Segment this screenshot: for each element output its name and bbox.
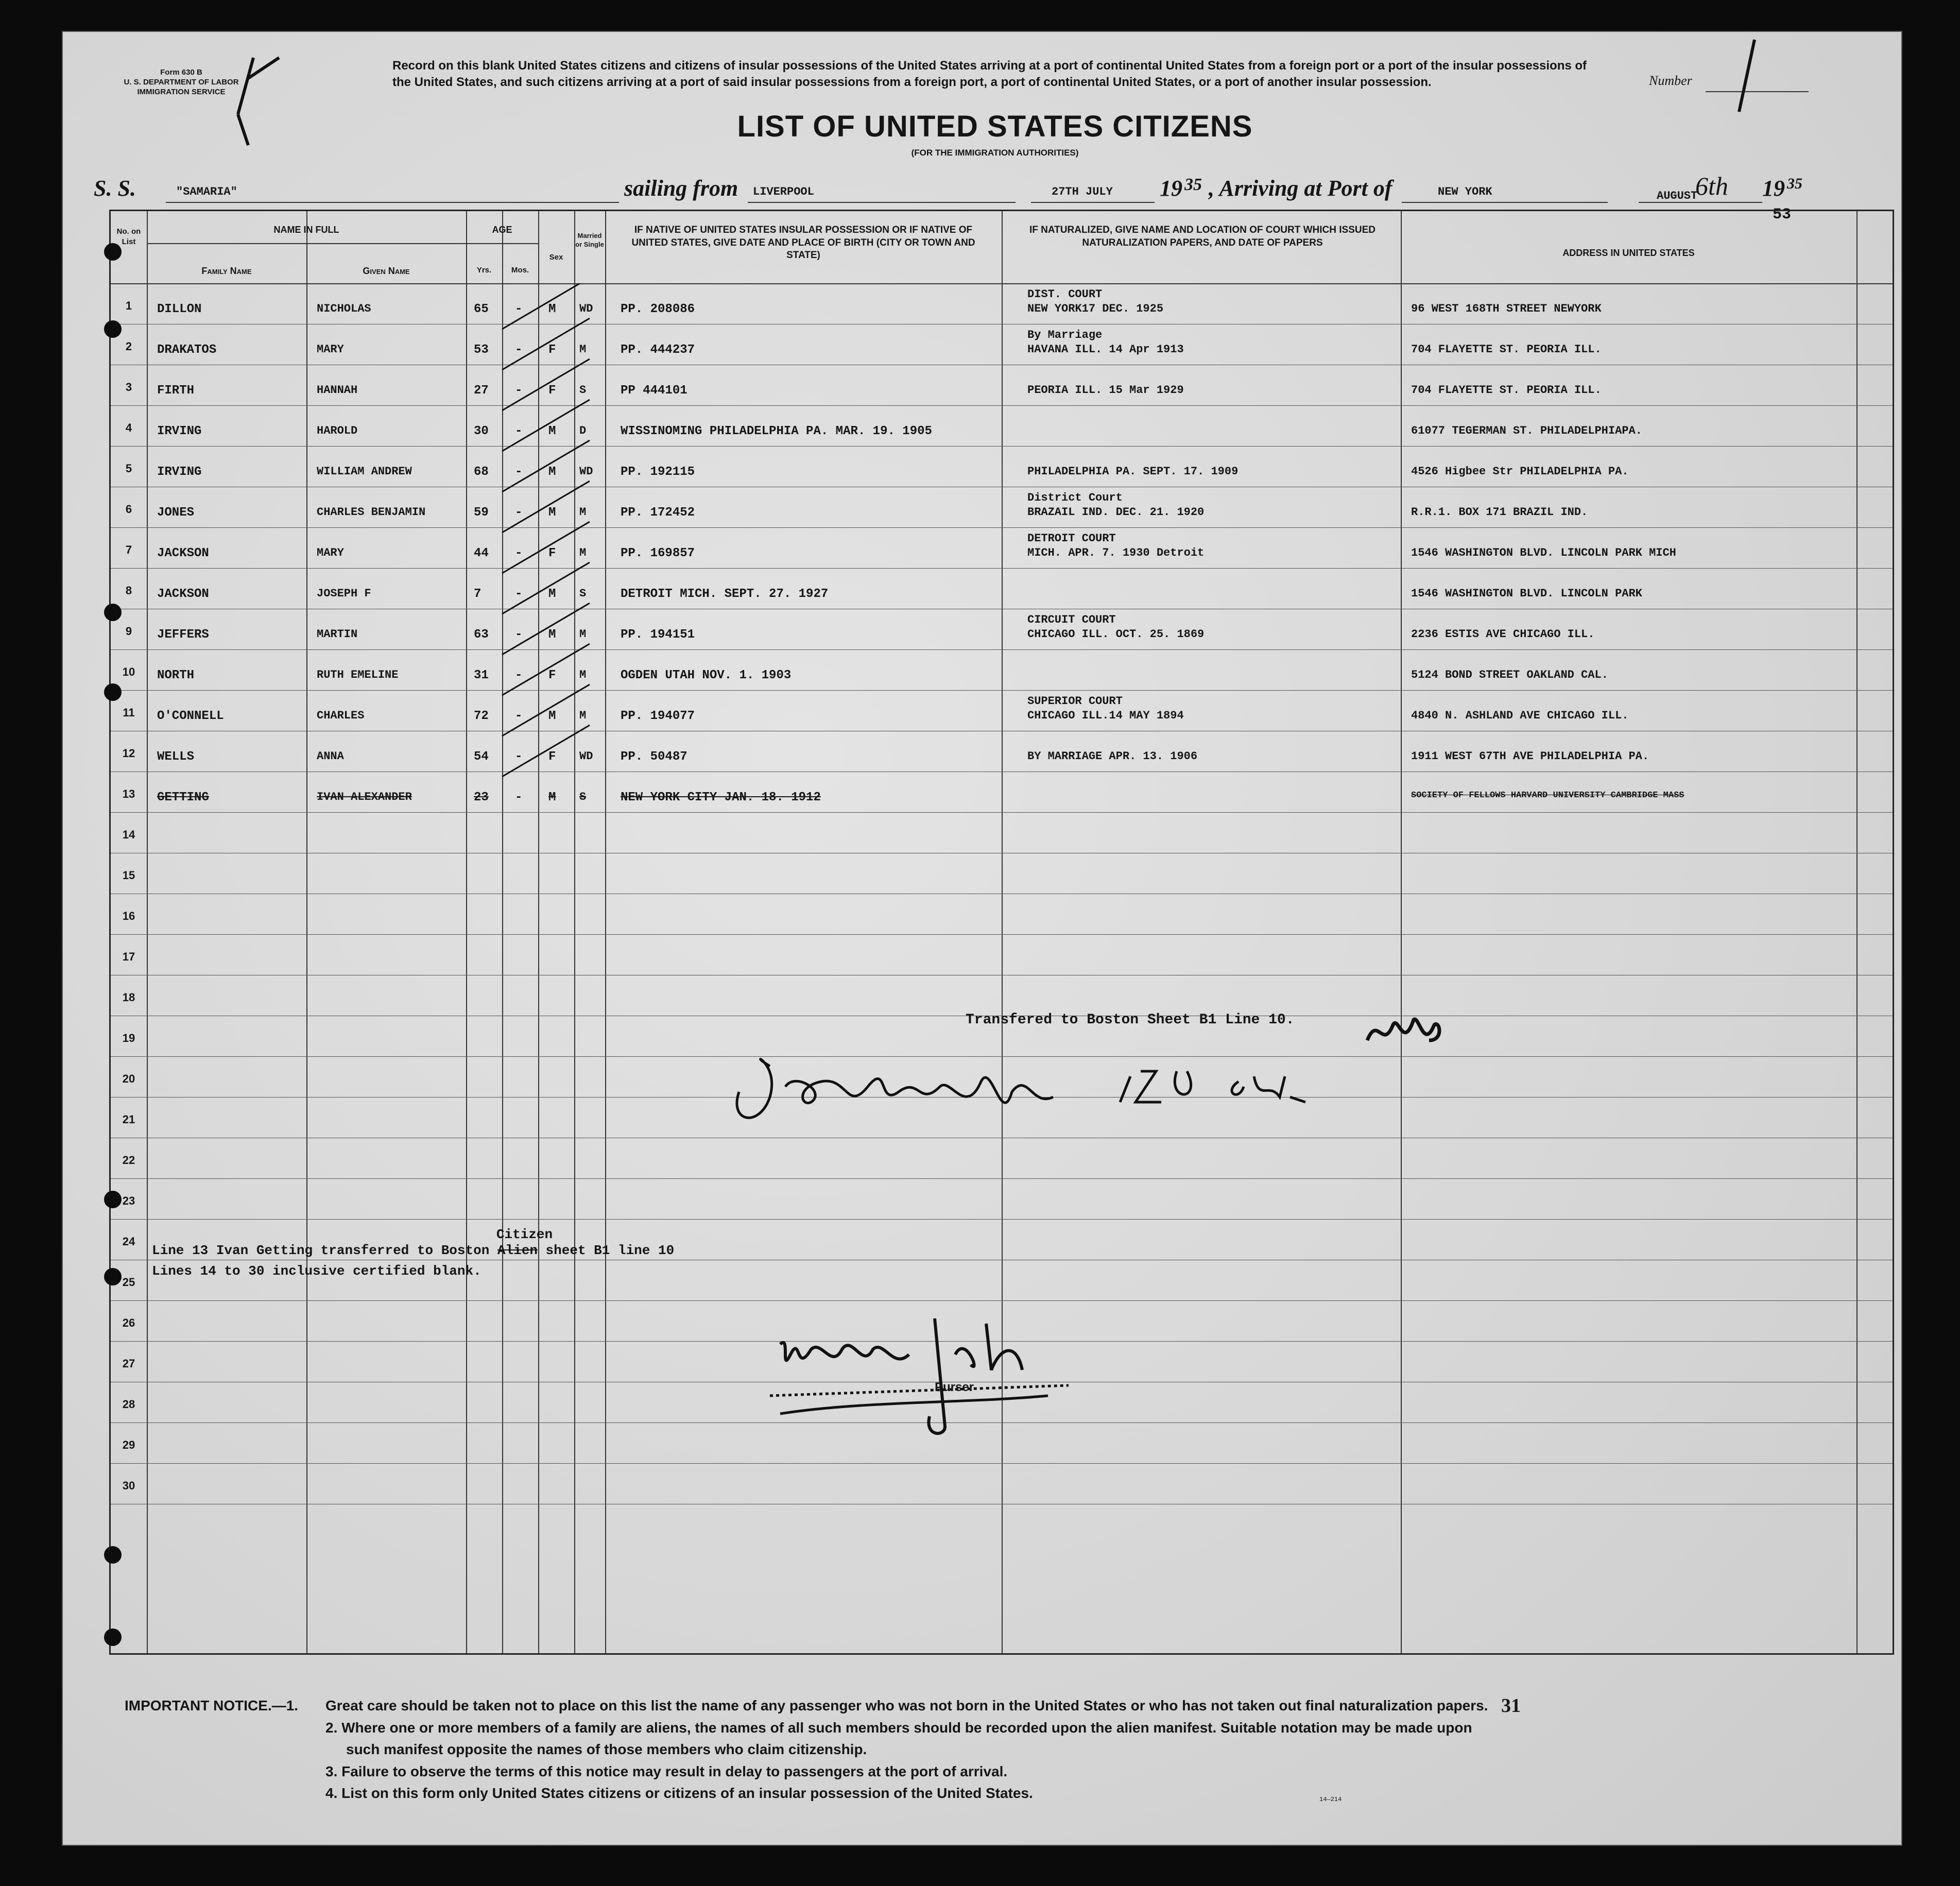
age-months-blank: - <box>515 424 523 438</box>
tally-mark <box>502 562 590 614</box>
family-name-cell: DRAKATOS <box>157 343 217 357</box>
address-cell: 4840 N. ASHLAND AVE CHICAGO ILL. <box>1411 709 1629 722</box>
age-years-cell: 68 <box>474 465 489 479</box>
birth-info-cell: PP. 194077 <box>621 709 695 723</box>
row-number: 30 <box>122 1479 135 1492</box>
sex-cell: F <box>548 343 556 357</box>
purser-label: Purser <box>935 1380 974 1394</box>
arrival-month: AUGUST <box>1657 190 1698 202</box>
col-divider <box>147 211 148 1653</box>
row-number: 10 <box>122 665 135 678</box>
purser-signature <box>760 1313 1079 1437</box>
age-years-cell: 53 <box>474 343 489 357</box>
given-name-cell: HANNAH <box>317 384 358 397</box>
family-name-cell: NORTH <box>157 668 195 682</box>
row-number: 27 <box>122 1357 135 1370</box>
tally-mark <box>502 725 590 777</box>
age-years-cell: 72 <box>474 709 489 723</box>
row-divider <box>111 1178 1893 1179</box>
sex-cell: M <box>548 587 556 601</box>
remark-text-end: sheet B1 line 10 <box>545 1243 675 1258</box>
row-divider <box>111 690 1893 691</box>
remark-line-1 <box>152 1227 675 1261</box>
row-number: 25 <box>122 1276 135 1289</box>
family-name-cell: WELLS <box>157 750 195 764</box>
given-name-cell: MARY <box>317 343 344 356</box>
age-years-cell: 65 <box>474 302 489 316</box>
row-divider <box>111 934 1893 935</box>
row-number: 17 <box>122 950 135 963</box>
age-months-blank: - <box>515 343 523 357</box>
given-name-cell: IVAN ALEXANDER <box>317 791 412 803</box>
age-years-cell: 23 <box>474 791 489 804</box>
naturalization-details-cell: NEW YORK17 DEC. 1925 <box>1027 302 1164 315</box>
naturalization-details-cell: BY MARRIAGE APR. 13. 1906 <box>1027 750 1198 763</box>
arrival-date-underline <box>1639 202 1762 203</box>
col-divider <box>1002 211 1003 1653</box>
record-instructions: Record on this blank United States citizens and citizens of insular possessions of the United States arriving at a port of continental United States from a foreign port or a port of the insular possessions of the United States, and such citizens arriving at a port of said insular possessions from a foreign port, a port of continental United States, or a port of another insular possession. <box>392 59 1587 89</box>
notice-item: Great care should be taken not to place on this list the name of any passenger who was not born in the United States or who has not taken out final naturalization papers. <box>325 1698 1488 1713</box>
given-name-cell: WILLIAM ANDREW <box>317 465 412 478</box>
number-label: Number <box>1649 73 1692 88</box>
family-name-cell: JONES <box>157 506 195 520</box>
punch-hole <box>104 604 122 621</box>
header-name-in-full: NAME IN FULL <box>273 225 339 235</box>
age-months-blank: - <box>515 506 523 520</box>
naturalization-court-cell: District Court <box>1027 491 1123 504</box>
age-months-blank: - <box>515 668 523 682</box>
row-number: 13 <box>122 787 135 800</box>
marital-status-cell: D <box>579 424 587 437</box>
sex-cell: F <box>548 750 556 764</box>
row-number: 24 <box>122 1235 135 1248</box>
ship-name: "SAMARIA" <box>176 185 237 198</box>
age-years-cell: 59 <box>474 506 489 520</box>
header-divider <box>147 243 466 244</box>
header-family-name: Family Name <box>201 266 252 276</box>
address-cell: R.R.1. BOX 171 BRAZIL IND. <box>1411 506 1588 519</box>
arrival-port: NEW YORK <box>1438 185 1492 198</box>
header-yrs: Yrs. <box>476 266 492 275</box>
marital-status-cell: M <box>579 628 587 641</box>
tally-mark <box>502 481 590 533</box>
birth-info-cell: PP. 172452 <box>621 506 695 520</box>
sex-cell: M <box>548 791 556 804</box>
from-port-underline <box>748 202 1016 203</box>
tally-mark <box>502 522 590 573</box>
sex-cell: M <box>548 302 556 316</box>
arrival-port-underline <box>1402 202 1608 203</box>
address-cell: SOCIETY OF FELLOWS HARVARD UNIVERSITY CAMBRIDGE MASS <box>1411 791 1684 800</box>
punch-hole <box>104 243 122 261</box>
row-number: 6 <box>125 503 132 516</box>
tally-mark <box>502 440 590 492</box>
row-number: 28 <box>122 1398 135 1411</box>
row-divider <box>111 568 1893 569</box>
family-name-cell: O'CONNELL <box>157 709 224 723</box>
col-divider <box>1856 211 1858 1653</box>
arrival-day: 6th <box>1695 172 1728 200</box>
birth-info-cell: DETROIT MICH. SEPT. 27. 1927 <box>621 587 829 601</box>
row-number: 15 <box>122 869 135 882</box>
row-divider <box>111 812 1893 813</box>
given-name-cell: CHARLES BENJAMIN <box>317 506 426 519</box>
marital-status-cell: WD <box>579 465 593 478</box>
row-number: 1 <box>125 299 132 312</box>
page-subtitle: (FOR THE IMMIGRATION AUTHORITIES) <box>911 148 1079 158</box>
age-years-cell: 27 <box>474 384 489 398</box>
tally-mark <box>502 359 590 410</box>
naturalization-details-cell: BRAZAIL IND. DEC. 21. 1920 <box>1027 506 1205 519</box>
sailing-label: sailing from <box>624 176 738 201</box>
sheet-code: 53 <box>1773 206 1792 224</box>
address-cell: 2236 ESTIS AVE CHICAGO ILL. <box>1411 628 1595 641</box>
marital-status-cell: WD <box>579 302 593 315</box>
service-name: IMMIGRATION SERVICE <box>137 87 226 96</box>
manifest-sheet <box>62 31 1902 1846</box>
sex-cell: F <box>548 384 556 398</box>
row-number: 11 <box>123 706 135 719</box>
age-months-blank: - <box>515 465 523 479</box>
notice-item: such manifest opposite the names of those members who claim citizenship. <box>346 1741 867 1758</box>
naturalization-court-cell: SUPERIOR COURT <box>1027 695 1123 708</box>
family-name-cell: FIRTH <box>157 384 195 398</box>
naturalization-court-cell: DIST. COURT <box>1027 288 1103 301</box>
row-number: 18 <box>122 991 135 1004</box>
row-number: 21 <box>122 1113 135 1126</box>
birth-info-cell: PP. 194151 <box>621 628 695 642</box>
remark-correction <box>496 1227 553 1258</box>
inspector-signature <box>724 1030 1367 1138</box>
department-name: U. S. DEPARTMENT OF LABOR <box>124 77 239 87</box>
notice-list <box>325 1695 1870 1805</box>
notice-item: 2. Where one or more members of a family are aliens, the names of all such members should be recorded upon the alien manifest. Suitable notation may be made upon <box>325 1719 1472 1736</box>
notice-item: 4. List on this form only United States citizens or citizens of an insular possession of the United States. <box>325 1785 1033 1802</box>
marital-status-cell: M <box>579 709 587 722</box>
header-age: AGE <box>492 225 512 235</box>
punch-hole <box>104 1268 122 1285</box>
alien-word: Alien <box>497 1243 538 1258</box>
row-number: 9 <box>125 625 132 638</box>
address-cell: 1546 WASHINGTON BLVD. LINCOLN PARK MICH <box>1411 546 1676 559</box>
given-name-cell: HAROLD <box>317 424 358 437</box>
naturalization-details-cell: CHICAGO ILL. OCT. 25. 1869 <box>1027 628 1205 641</box>
birth-info-cell: PP 444101 <box>621 384 687 398</box>
row-divider <box>111 446 1893 447</box>
row-number: 4 <box>125 421 132 434</box>
footer-code: 14—214 <box>1319 1796 1342 1803</box>
given-name-cell: NICHOLAS <box>317 302 371 315</box>
header-given-name: Given Name <box>363 266 410 276</box>
row-number: 5 <box>125 462 132 475</box>
sex-cell: M <box>548 465 556 479</box>
header-bottom-rule <box>111 283 1893 284</box>
given-name-cell: MARY <box>317 546 344 559</box>
marital-status-cell: M <box>579 668 587 681</box>
sex-cell: F <box>548 668 556 682</box>
given-name-cell: MARTIN <box>317 628 358 641</box>
given-name-cell: RUTH EMELINE <box>317 668 399 681</box>
row-number: 26 <box>122 1316 135 1329</box>
row-number: 14 <box>122 828 135 841</box>
marital-status-cell: S <box>579 791 587 803</box>
header-divider <box>466 243 538 244</box>
sail-date: 27TH JULY <box>1052 185 1113 198</box>
age-months-blank: - <box>515 791 523 804</box>
transfer-note: Transfered to Boston Sheet B1 Line 10. <box>966 1012 1295 1028</box>
given-name-cell: JOSEPH F <box>317 587 371 600</box>
col-divider <box>466 211 467 1653</box>
sex-cell: M <box>548 709 556 723</box>
birth-info-cell: PP. 50487 <box>621 750 687 764</box>
birth-info-cell: PP. 208086 <box>621 302 695 316</box>
naturalization-details-cell: CHICAGO ILL.14 MAY 1894 <box>1027 709 1184 722</box>
initials-mark <box>1362 1009 1450 1056</box>
age-years-cell: 30 <box>474 424 489 438</box>
age-months-blank: - <box>515 384 523 398</box>
row-divider <box>111 649 1893 650</box>
given-name-cell: ANNA <box>317 750 344 763</box>
punch-hole <box>104 683 122 701</box>
family-name-cell: JACKSON <box>157 587 209 601</box>
naturalization-court-cell: By Marriage <box>1027 329 1103 341</box>
naturalization-details-cell: HAVANA ILL. 14 Apr 1913 <box>1027 343 1184 356</box>
birth-info-cell: PP. 169857 <box>621 546 695 560</box>
header-address: ADDRESS IN UNITED STATES <box>1562 248 1695 258</box>
address-cell: 4526 Higbee Str PHILADELPHIA PA. <box>1411 465 1629 478</box>
col-divider <box>1401 211 1402 1653</box>
age-years-cell: 7 <box>474 587 482 601</box>
family-name-cell: JACKSON <box>157 546 209 560</box>
row-divider <box>111 527 1893 528</box>
remark-text: Line 13 Ivan Getting transferred to Boston <box>152 1243 490 1258</box>
row-number: 3 <box>125 381 132 393</box>
row-divider <box>111 1300 1893 1301</box>
sex-cell: M <box>548 506 556 520</box>
row-number: 8 <box>125 584 132 597</box>
arriving-label: , Arriving at Port of <box>1209 176 1392 201</box>
age-months-blank: - <box>515 709 523 723</box>
marital-status-cell: WD <box>579 750 593 763</box>
notice-heading: IMPORTANT NOTICE.—1. <box>125 1698 299 1713</box>
row-number: 29 <box>122 1438 135 1451</box>
row-number: 22 <box>122 1154 135 1167</box>
age-years-cell: 54 <box>474 750 489 764</box>
row-divider <box>111 1219 1893 1220</box>
tally-mark <box>502 644 590 695</box>
year-prefix: 19 <box>1160 176 1182 201</box>
tally-mark <box>502 283 590 329</box>
address-cell: 96 WEST 168TH STREET NEWYORK <box>1411 302 1602 315</box>
family-name-cell: DILLON <box>157 302 202 316</box>
row-divider <box>111 405 1893 406</box>
address-cell: 1546 WASHINGTON BLVD. LINCOLN PARK <box>1411 587 1642 600</box>
family-name-cell: GETTING <box>157 791 209 804</box>
address-cell: 704 FLAYETTE ST. PEORIA ILL. <box>1411 343 1602 356</box>
row-number: 23 <box>122 1194 135 1207</box>
tally-marks <box>471 283 832 901</box>
row-number: 12 <box>122 747 135 760</box>
given-name-cell: CHARLES <box>317 709 365 722</box>
sex-cell: M <box>548 424 556 438</box>
row-divider <box>111 771 1893 772</box>
header-mos: Mos. <box>511 266 529 275</box>
age-months-blank: - <box>515 302 523 316</box>
family-name-cell: IRVING <box>157 465 202 479</box>
header-no-on-list: No. on List <box>116 227 141 246</box>
naturalization-court-cell: CIRCUIT COURT <box>1027 613 1116 626</box>
tally-mark <box>502 318 590 370</box>
naturalization-details-cell: PEORIA ILL. 15 Mar 1929 <box>1027 384 1184 397</box>
row-number: 16 <box>122 910 135 922</box>
ship-underline <box>166 202 619 203</box>
tally-mark <box>502 400 590 451</box>
punch-hole <box>104 1628 122 1646</box>
row-number: 20 <box>122 1072 135 1085</box>
marital-status-cell: M <box>579 546 587 559</box>
form-number: Form 630 B <box>160 68 202 77</box>
age-years-cell: 44 <box>474 546 489 560</box>
arrival-year-prefix: 19 <box>1762 176 1785 201</box>
notice-item: 3. Failure to observe the terms of this notice may result in delay to passengers at the port of arrival. <box>325 1763 1008 1779</box>
address-cell: 1911 WEST 67TH AVE PHILADELPHIA PA. <box>1411 750 1649 763</box>
sail-date-underline <box>1031 202 1155 203</box>
tally-mark <box>502 603 590 655</box>
birth-info-cell: OGDEN UTAH NOV. 1. 1903 <box>621 668 792 682</box>
age-months-blank: - <box>515 587 523 601</box>
row-divider <box>111 1463 1893 1464</box>
row-number: 2 <box>125 340 132 353</box>
punch-hole <box>104 1191 122 1208</box>
tally-mark <box>502 684 590 736</box>
year-suffix: 35 <box>1184 175 1202 194</box>
naturalization-court-cell: DETROIT COURT <box>1027 532 1116 545</box>
age-years-cell: 31 <box>474 668 489 682</box>
naturalization-details-cell: PHILADELPHIA PA. SEPT. 17. 1909 <box>1027 465 1239 478</box>
age-months-blank: - <box>515 546 523 560</box>
sex-cell: F <box>548 546 556 560</box>
birth-info-cell: WISSINOMING PHILADELPHIA PA. MAR. 19. 1905 <box>621 424 932 438</box>
marital-status-cell: M <box>579 506 587 519</box>
col-divider <box>306 211 307 1653</box>
punch-hole <box>104 1546 122 1564</box>
address-cell: 704 FLAYETTE ST. PEORIA ILL. <box>1411 384 1602 397</box>
sex-cell: M <box>548 628 556 642</box>
address-cell: 5124 BOND STREET OAKLAND CAL. <box>1411 668 1608 681</box>
handwritten-mark <box>217 47 295 150</box>
birth-info-cell: PP. 192115 <box>621 465 695 479</box>
ss-label: S. S. <box>94 176 136 201</box>
header-birth: IF NATIVE OF UNITED STATES INSULAR POSSESSION OR IF NATIVE OF UNITED STATES, GIVE DATE AND PLACE OF BIRTH (CITY OR TOWN AND STATE) <box>631 225 975 261</box>
address-cell: 61077 TEGERMAN ST. PHILADELPHIAPA. <box>1411 424 1642 437</box>
marital-status-cell: S <box>579 587 587 600</box>
punch-hole <box>104 320 122 338</box>
from-port: LIVERPOOL <box>753 185 814 198</box>
marital-status-cell: S <box>579 384 587 397</box>
arrival-year: 35 <box>1787 175 1802 192</box>
family-name-cell: JEFFERS <box>157 628 209 642</box>
citizen-word: Citizen <box>496 1227 553 1242</box>
row-number: 19 <box>122 1032 135 1044</box>
remark-line-2: Lines 14 to 30 inclusive certified blank. <box>152 1263 482 1279</box>
handwritten-number <box>1729 37 1770 114</box>
row-number: 7 <box>125 543 132 556</box>
naturalization-details-cell: MICH. APR. 7. 1930 Detroit <box>1027 546 1205 559</box>
age-months-blank: - <box>515 750 523 764</box>
family-name-cell: IRVING <box>157 424 202 438</box>
birth-info-cell: PP. 444237 <box>621 343 695 357</box>
birth-info-cell: NEW YORK CITY JAN. 18. 1912 <box>621 791 821 804</box>
header-naturalized: IF NATURALIZED, GIVE NAME AND LOCATION OF COURT WHICH ISSUED NATURALIZATION PAPERS, AND DATE OF PAPERS <box>1029 225 1376 248</box>
page-title: LIST OF UNITED STATES CITIZENS <box>737 110 1253 143</box>
age-years-cell: 63 <box>474 628 489 642</box>
marital-status-cell: M <box>579 343 587 356</box>
page-number: 31 <box>1501 1695 1521 1717</box>
header-sex: Sex <box>549 253 563 262</box>
age-months-blank: - <box>515 628 523 642</box>
header-married-single: Married or Single <box>575 232 604 248</box>
